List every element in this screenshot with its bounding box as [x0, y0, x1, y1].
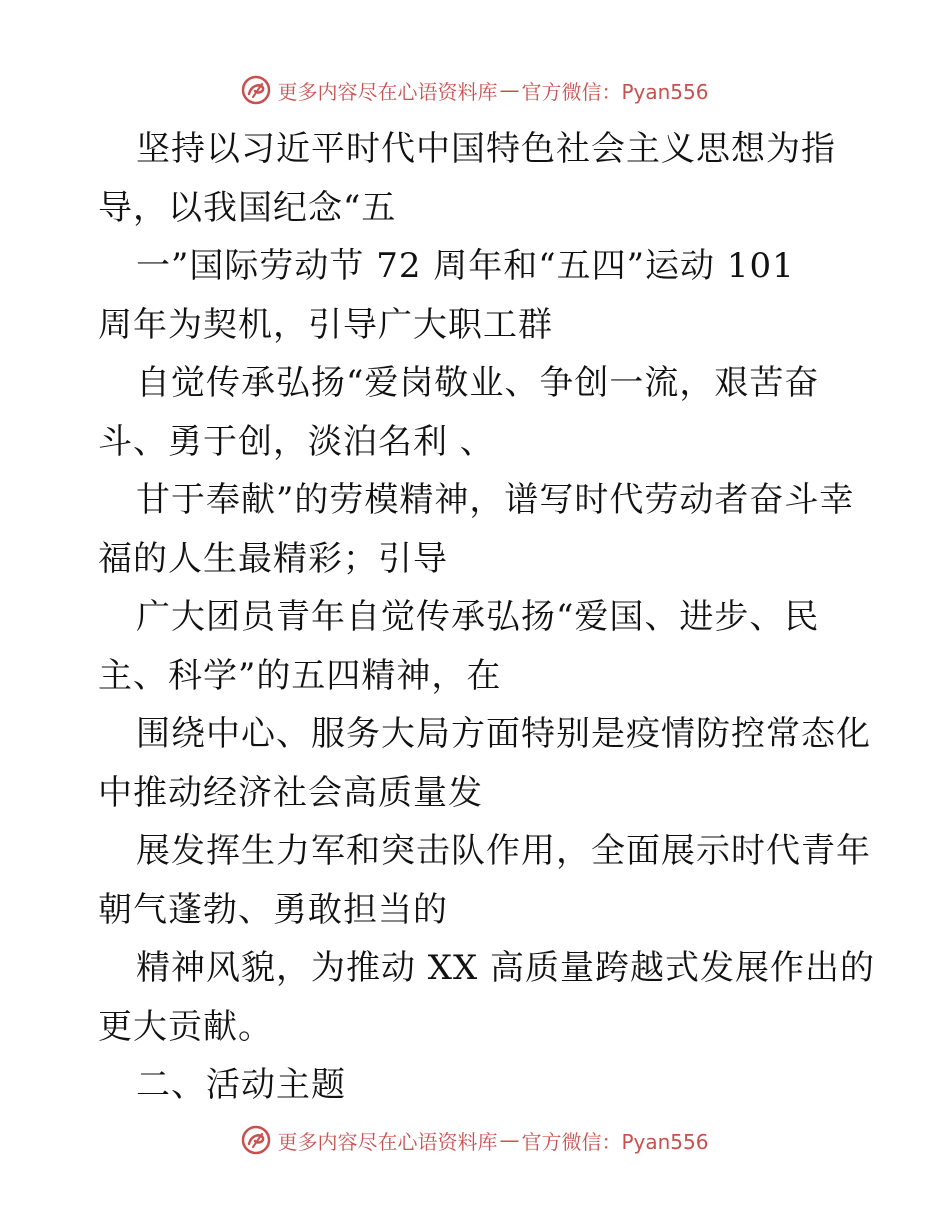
body-line: 展发挥生力军和突击队作用，全面展示时代青年 — [136, 831, 871, 871]
body-line: 精神风貌，为推动 XX 高质量跨越式发展作出的 — [136, 948, 876, 988]
footer-brand-text: 更多内容尽在心语资料库 — [277, 1129, 498, 1154]
header-banner — [0, 70, 950, 110]
body-line: 甘于奉献”的劳模精神，谱写时代劳动者奋斗幸 — [136, 480, 855, 520]
footer-banner — [0, 1120, 950, 1160]
body-line: 福的人生最精彩；引导 — [98, 538, 448, 579]
red-swirl-logo-icon — [241, 1125, 271, 1155]
header-brand-text: 更多内容尽在心语资料库 — [277, 79, 498, 104]
body-line: 斗、勇于创，淡泊名利 、 — [98, 421, 495, 462]
body-line: 朝气蓬勃、勇敢担当的 — [98, 889, 448, 930]
body-line: 一”国际劳动节 72 周年和“五四”运动 101 — [136, 246, 795, 286]
red-swirl-logo-icon — [241, 75, 271, 105]
header-wechat-text: 官方微信：Pyan556 — [521, 79, 709, 104]
body-line: 自觉传承弘扬“爱岗敬业、争创一流，艰苦奋 — [136, 363, 820, 403]
body-line: 围绕中心、服务大局方面特别是疫情防控常态化 — [136, 714, 871, 754]
body-line: 中推动经济社会高质量发 — [98, 772, 483, 813]
body-line: 广大团员青年自觉传承弘扬“爱国、进步、民 — [136, 597, 820, 637]
body-line: 更大贡献。 — [98, 1006, 273, 1047]
footer-wechat-text: 官方微信：Pyan556 — [521, 1129, 709, 1154]
body-line: 导，以我国纪念“五 — [98, 187, 397, 228]
document-body — [98, 120, 876, 1115]
body-line: 坚持以习近平时代中国特色社会主义思想为指 — [136, 129, 836, 169]
header-separator: — — [499, 78, 520, 102]
body-line: 周年为契机，引导广大职工群 — [98, 304, 553, 345]
footer-separator: — — [499, 1128, 520, 1152]
section-heading: 二、活动主题 — [136, 1065, 346, 1105]
body-line: 主、科学”的五四精神，在 — [98, 655, 502, 696]
